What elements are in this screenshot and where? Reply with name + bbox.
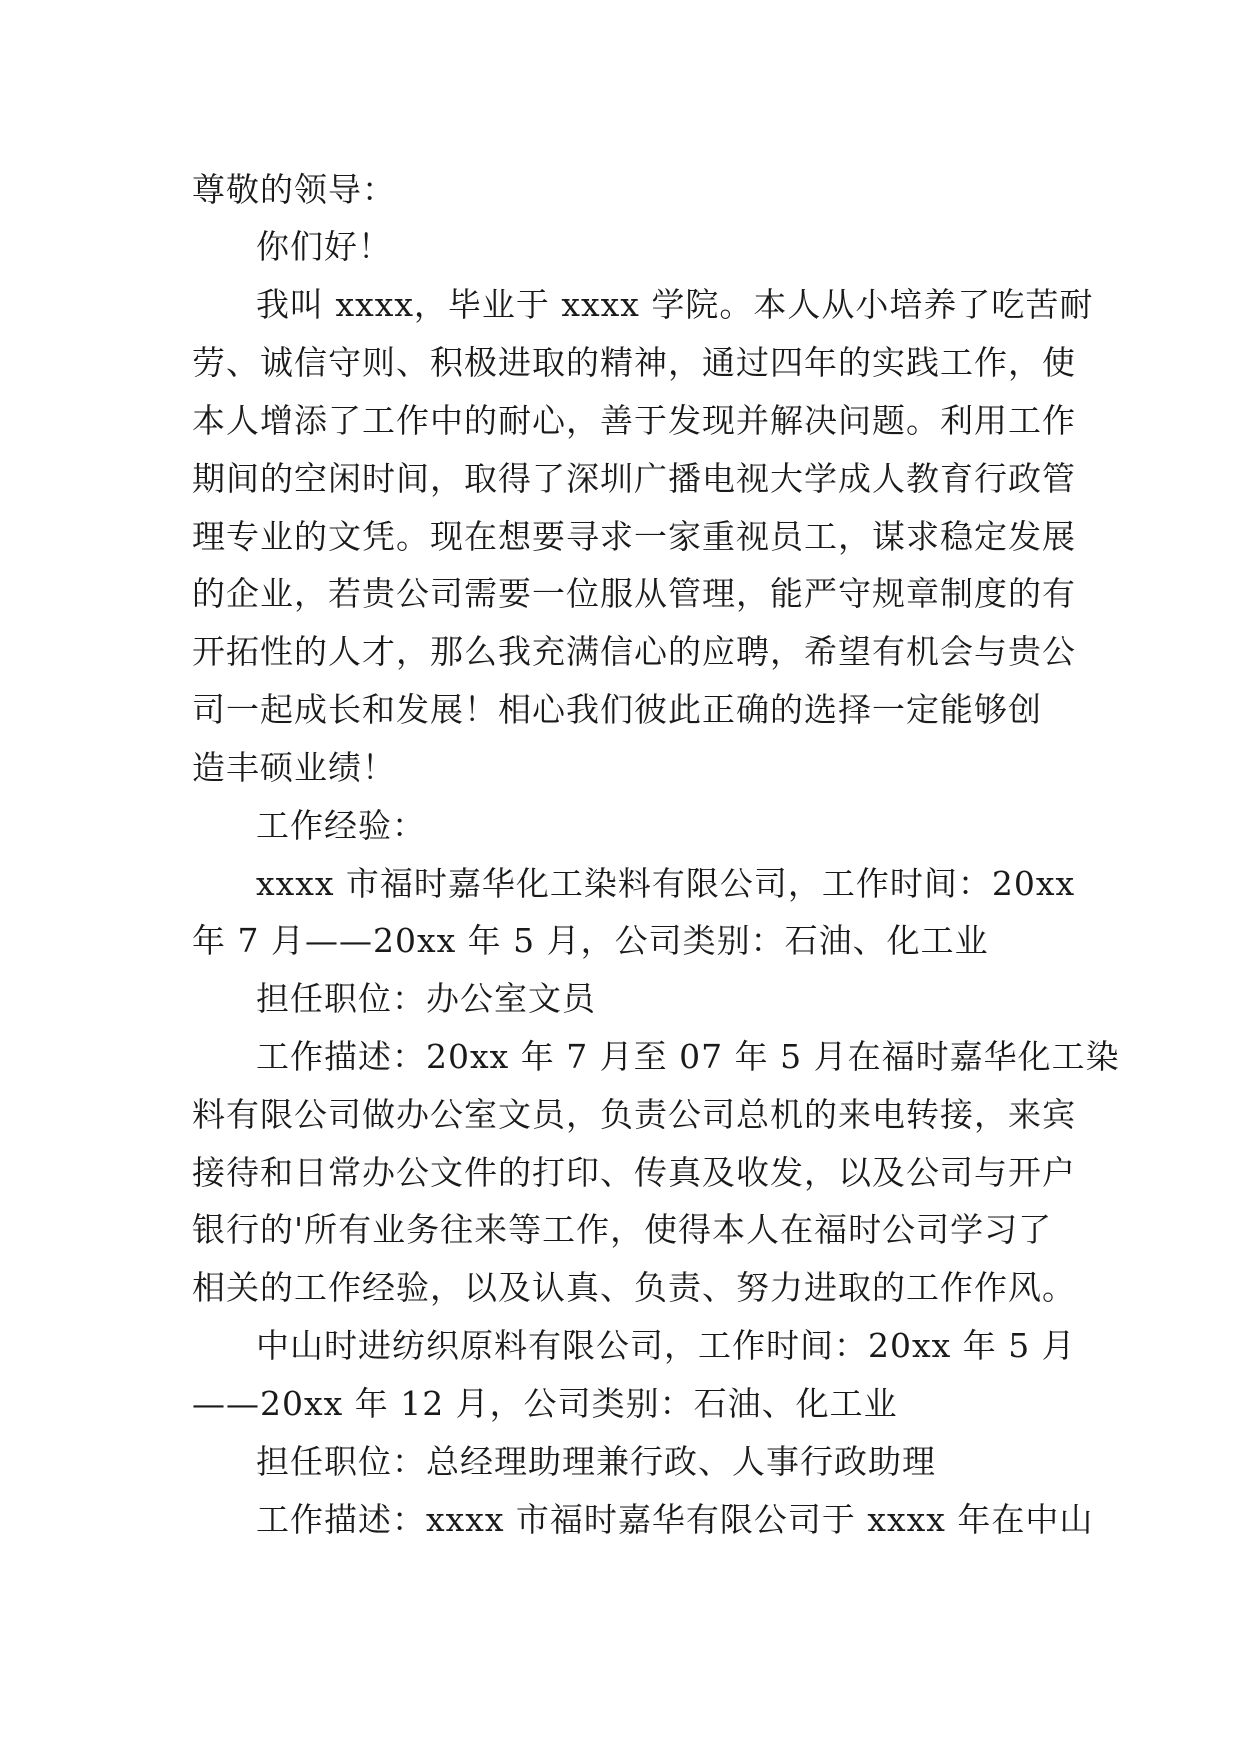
- intro-paragraph-line: 造丰硕业绩！: [192, 748, 396, 787]
- job1-description-line: 相关的工作经验，以及认真、负责、努力进取的工作作风。: [192, 1268, 1076, 1307]
- job1-description-line: 料有限公司做办公室文员，负责公司总机的来电转接，来宾: [192, 1095, 1076, 1134]
- job1-company-line: xxxx 市福时嘉华化工染料有限公司，工作时间：20xx: [256, 864, 1076, 903]
- job2-company-line: ——20xx 年 12 月，公司类别：石油、化工业: [192, 1384, 898, 1423]
- intro-paragraph-line: 开拓性的人才，那么我充满信心的应聘，希望有机会与贵公: [192, 632, 1076, 671]
- intro-paragraph-line: 的企业，若贵公司需要一位服从管理，能严守规章制度的有: [192, 574, 1076, 613]
- intro-paragraph-line: 劳、诚信守则、积极进取的精神，通过四年的实践工作，使: [192, 343, 1076, 382]
- greeting: 你们好！: [256, 227, 392, 266]
- section-heading-experience: 工作经验：: [256, 806, 426, 845]
- job1-position: 担任职位：办公室文员: [256, 979, 596, 1018]
- intro-paragraph-line: 本人增添了工作中的耐心，善于发现并解决问题。利用工作: [192, 401, 1076, 440]
- job1-description-line: 银行的'所有业务往来等工作，使得本人在福时公司学习了: [192, 1210, 1053, 1249]
- intro-paragraph-line: 我叫 xxxx，毕业于 xxxx 学院。本人从小培养了吃苦耐: [256, 285, 1094, 324]
- job2-description-line: 工作描述：xxxx 市福时嘉华有限公司于 xxxx 年在中山: [256, 1500, 1094, 1539]
- intro-paragraph-line: 司一起成长和发展！相心我们彼此正确的选择一定能够创: [192, 690, 1042, 729]
- salutation: 尊敬的领导：: [192, 170, 396, 209]
- job2-company-line: 中山时进纺织原料有限公司，工作时间：20xx 年 5 月: [256, 1326, 1076, 1365]
- job2-position: 担任职位：总经理助理兼行政、人事行政助理: [256, 1442, 936, 1481]
- job1-company-line: 年 7 月——20xx 年 5 月，公司类别：石油、化工业: [192, 921, 989, 960]
- intro-paragraph-line: 理专业的文凭。现在想要寻求一家重视员工，谋求稳定发展: [192, 517, 1076, 556]
- job1-description-line: 工作描述：20xx 年 7 月至 07 年 5 月在福时嘉华化工染: [256, 1037, 1120, 1076]
- job1-description-line: 接待和日常办公文件的打印、传真及收发，以及公司与开户: [192, 1153, 1076, 1192]
- intro-paragraph-line: 期间的空闲时间，取得了深圳广播电视大学成人教育行政管: [192, 459, 1076, 498]
